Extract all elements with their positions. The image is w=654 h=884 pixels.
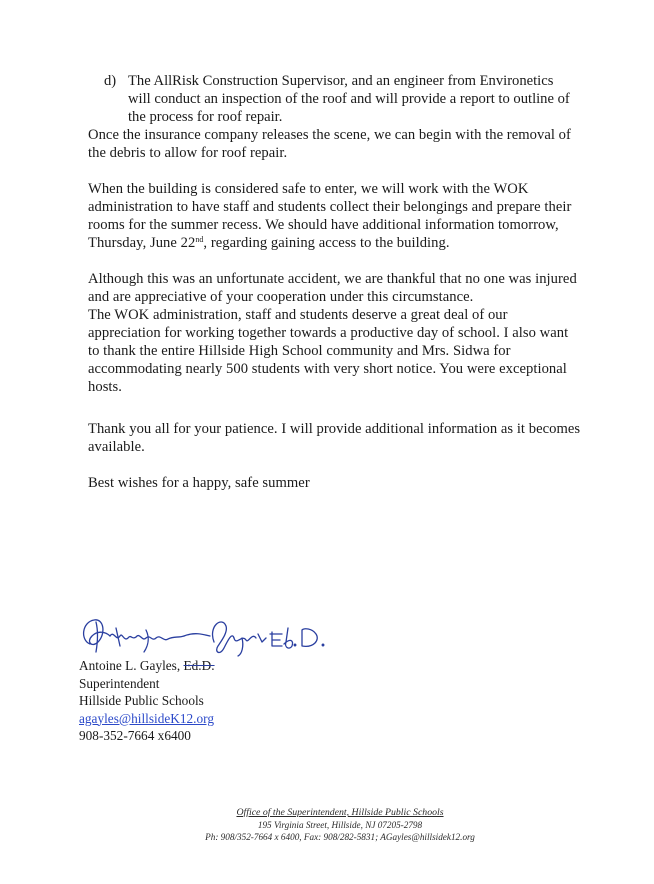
paragraph-text-accident: Although this was an unfortunate accident, we are thankful that no one was injured and are appreciative of your cooperation under this circumstance.	[88, 271, 577, 305]
list-item-text: The AllRisk Construction Supervisor, and an engineer from Environetics will conduct an inspection of the roof and will provide a report to outline of the process for roof repair.	[128, 73, 570, 125]
paragraph-text-thanks: The WOK administration, staff and students deserve a great deal of our appreciation for working together towards a productive day of school. I also want to thank the entire Hillside High School community and Mrs. Sidwa for accommodating nearly 500 students with very short notice. You were exceptional hosts.	[88, 307, 569, 395]
list-marker: d)	[104, 73, 117, 89]
signer-organization: Hillside Public Schools	[79, 693, 204, 708]
paragraph-appreciation	[88, 270, 583, 396]
signer-phone: 908-352-7664 x6400	[79, 728, 191, 743]
letterhead-footer	[170, 807, 510, 843]
footer-office: Office of the Superintendent, Hillside Public Schools	[236, 807, 444, 818]
paragraph-text-main: When the building is considered safe to enter, we will work with the WOK administration to have staff and students collect their belongings and prepare their rooms for the summer recess. We should have additional information tomorrow, Thursday, June 22	[88, 181, 572, 251]
paragraph-text: Thank you all for your patience. I will provide additional information as it becomes available.	[88, 421, 581, 455]
signer-name-text: Antoine L. Gayles,	[79, 658, 184, 673]
paragraph-insurance	[88, 126, 583, 162]
date-ordinal-suffix: nd	[195, 235, 204, 244]
paragraph-text	[88, 180, 583, 252]
footer-address: 195 Virginia Street, Hillside, NJ 07205-2798	[257, 820, 423, 830]
paragraph-text: Once the insurance company releases the scene, we can begin with the removal of the debris to allow for roof repair.	[88, 127, 571, 161]
signer-title: Superintendent	[79, 675, 160, 691]
signature-block	[79, 657, 215, 745]
list-item-d	[104, 72, 574, 126]
closing-line	[88, 474, 583, 492]
signer-credential: Ed.D.	[183, 658, 215, 673]
paragraph-patience	[88, 420, 583, 456]
footer-contact: Ph: 908/352-7664 x 6400, Fax: 908/282-5831; AGayles@hillsidek12.org	[205, 832, 475, 842]
paragraph-text-end: , regarding gaining access to the building.	[203, 235, 450, 251]
signer-email-link[interactable]: agayles@hillsideK12.org	[79, 710, 214, 726]
closing-text: Best wishes for a happy, safe summer	[88, 475, 310, 491]
handwritten-signature	[76, 612, 328, 658]
signer-name	[79, 657, 215, 675]
paragraph-building-access	[88, 180, 583, 252]
